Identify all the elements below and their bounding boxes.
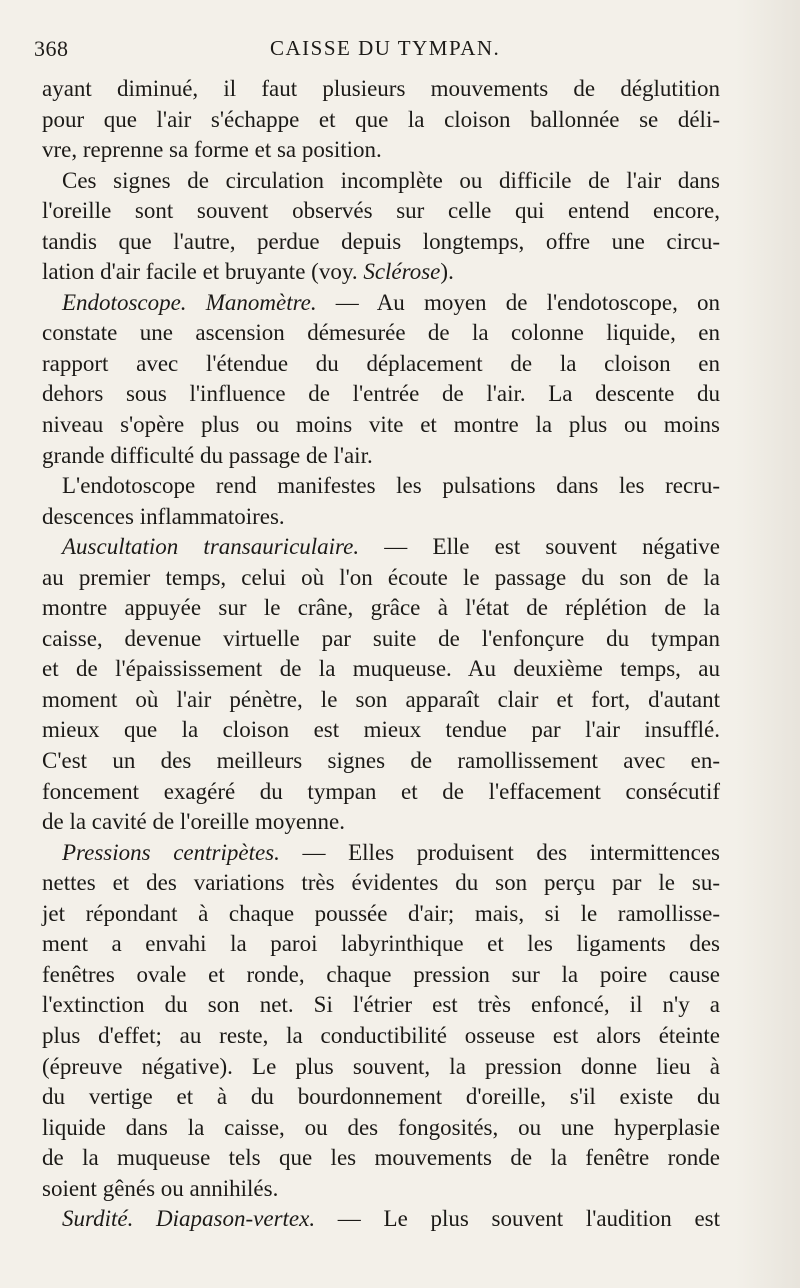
line-text: ment a envahi la paroi labyrinthique et les ligaments des (42, 931, 720, 957)
line-text: tandis que l'autre, perdue depuis longtemps, offre une circu- (42, 228, 720, 254)
italic-reference: Sclérose (363, 259, 441, 285)
line-text: — Elles produisent des intermittences (279, 839, 720, 865)
line-text: niveau s'opère plus ou moins vite et montre la plus ou moins (42, 412, 720, 438)
line-text: au premier temps, celui où l'on écoute le passage du son de la (42, 564, 720, 590)
line-text: C'est un des meilleurs signes de ramollissement avec en- (42, 748, 720, 774)
text-line (42, 838, 720, 869)
italic-heading: Pressions centripètes. (62, 839, 280, 865)
text-line (42, 471, 720, 502)
line-text: liquide dans la caisse, ou des fongosités, ou une hyperplasie (42, 1114, 720, 1140)
body-text (42, 74, 720, 1235)
line-text: mieux que la cloison est mieux tendue par l'air insufflé. (42, 717, 720, 743)
line-text: Ces signes de circulation incomplète ou difficile de l'air dans (62, 167, 720, 193)
text-line (42, 1052, 720, 1083)
text-line (42, 1143, 720, 1174)
text-line (42, 1174, 720, 1205)
text-line (42, 502, 720, 533)
text-line (42, 777, 720, 808)
text-line (42, 105, 720, 136)
italic-heading: Auscultation transauriculaire. (62, 534, 360, 560)
text-line (42, 1082, 720, 1113)
text-line (42, 227, 720, 258)
text-line (42, 1204, 720, 1235)
line-text: foncement exagéré du tympan et de l'effacement consécutif (42, 778, 720, 804)
italic-heading: Surdité. Diapason-vertex. (62, 1206, 316, 1232)
text-line (42, 868, 720, 899)
text-line (42, 166, 720, 197)
line-text: du vertige et à du bourdonnement d'oreille, s'il existe du (42, 1084, 720, 1110)
text-line (42, 746, 720, 777)
line-text: l'oreille sont souvent observés sur celle qui entend encore, (42, 198, 720, 224)
text-line (42, 349, 720, 380)
line-text: vre, reprenne sa forme et sa position. (42, 137, 382, 163)
text-line (42, 624, 720, 655)
running-title: CAISSE DU TYMPAN. (270, 36, 501, 60)
line-text: constate une ascension démesurée de la colonne liquide, en (42, 320, 720, 346)
line-text: — Le plus souvent l'audition est (315, 1206, 720, 1232)
line-text: fenêtres ovale et ronde, chaque pression sur la poire cause (42, 961, 720, 987)
text-line (42, 960, 720, 991)
italic-heading: Endotoscope. Manomètre. (62, 289, 317, 315)
text-line (42, 318, 720, 349)
text-line (42, 196, 720, 227)
text-line (42, 685, 720, 716)
line-text: moment où l'air pénètre, le son apparaît clair et fort, d'autant (42, 686, 720, 712)
line-text: de la cavité de l'oreille moyenne. (42, 809, 346, 835)
line-text: jet répondant à chaque poussée d'air; mais, si le ramollisse- (42, 900, 720, 926)
line-text-after: ). (440, 259, 454, 285)
line-text: ayant diminué, il faut plusieurs mouvements de déglutition (42, 76, 720, 101)
line-text: grande difficulté du passage de l'air. (42, 442, 373, 468)
line-text: (épreuve négative). Le plus souvent, la pression donne lieu à (42, 1053, 720, 1079)
line-text: — Au moyen de l'endotoscope, on (316, 289, 720, 315)
text-line (42, 74, 720, 105)
line-text: l'extinction du son net. Si l'étrier est très enfoncé, il n'y a (42, 992, 720, 1018)
text-line (42, 899, 720, 930)
text-line (42, 288, 720, 319)
line-text: lation d'air facile et bruyante (voy. (42, 259, 364, 285)
line-text: dehors sous l'influence de l'entrée de l'air. La descente du (42, 381, 720, 407)
text-line (42, 410, 720, 441)
page-number: 368 (34, 36, 69, 61)
line-text: L'endotoscope rend manifestes les pulsations dans les recru- (62, 473, 720, 499)
line-text: nettes et des variations très évidentes du son perçu par le su- (42, 870, 720, 896)
line-text: pour que l'air s'échappe et que la cloison ballonnée se déli- (42, 106, 720, 132)
text-line (42, 715, 720, 746)
line-text: rapport avec l'étendue du déplacement de la cloison en (42, 350, 720, 376)
line-text: montre appuyée sur le crâne, grâce à l'état de réplétion de la (42, 595, 720, 621)
text-line (42, 807, 720, 838)
text-line (42, 1021, 720, 1052)
line-text: caisse, devenue virtuelle par suite de l'enfonçure du tympan (42, 625, 720, 651)
text-line (42, 929, 720, 960)
text-line (42, 593, 720, 624)
line-text: soient gênés ou annihilés. (42, 1175, 279, 1201)
page-header (34, 36, 764, 68)
text-line (42, 654, 720, 685)
text-line (42, 379, 720, 410)
text-line (42, 532, 720, 563)
line-text: descences inflammatoires. (42, 503, 285, 529)
text-line (42, 990, 720, 1021)
text-line (42, 563, 720, 594)
line-text: de la muqueuse tels que les mouvements de la fenêtre ronde (42, 1145, 720, 1171)
text-line (42, 135, 720, 166)
line-text: plus d'effet; au reste, la conductibilité osseuse est alors éteinte (42, 1022, 720, 1048)
text-line (42, 257, 720, 288)
line-text: et de l'épaississement de la muqueuse. Au deuxième temps, au (42, 656, 720, 682)
text-line (42, 441, 720, 472)
text-line (42, 1113, 720, 1144)
line-text: — Elle est souvent négative (359, 534, 721, 560)
